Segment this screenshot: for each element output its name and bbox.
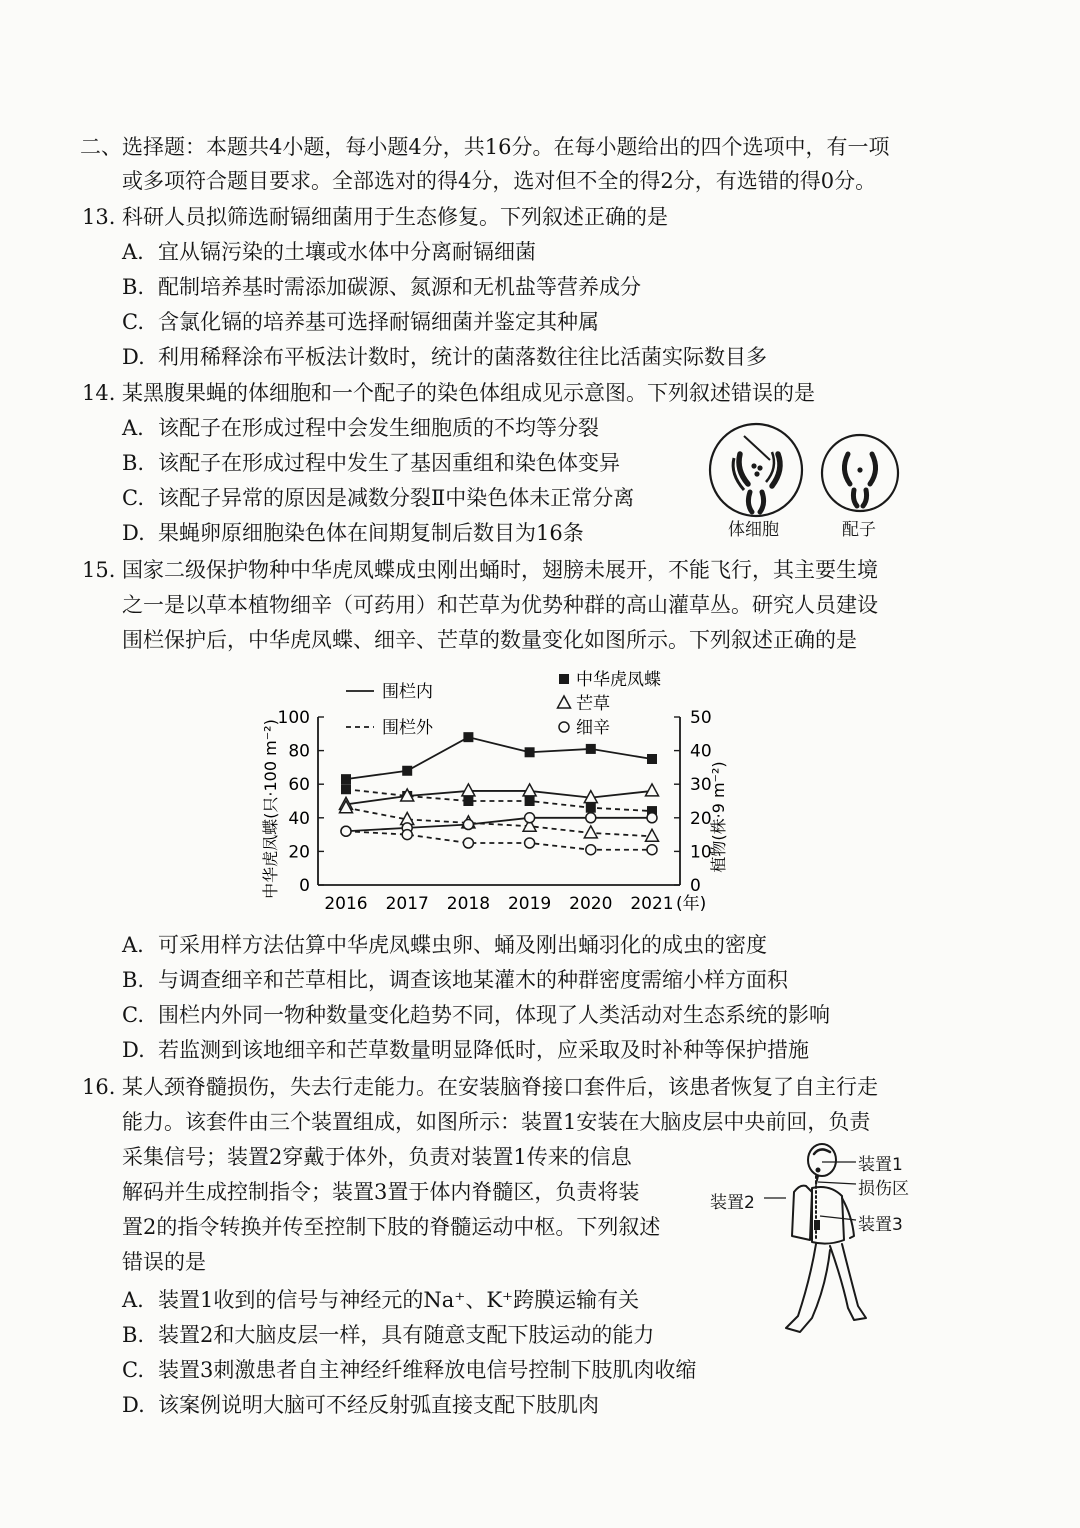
- data-point: [647, 754, 657, 764]
- data-point: [341, 784, 351, 794]
- question-number: 15.: [82, 558, 116, 582]
- data-point: [341, 826, 351, 836]
- question-16-stem-3: 采集信号；装置2穿戴于体外，负责对装置1传来的信息: [122, 1145, 632, 1169]
- option-14-b: [122, 448, 620, 478]
- chromosome-figure: [700, 418, 910, 528]
- left-y-tick-label: 0: [299, 876, 310, 896]
- x-tick-label: 2018: [446, 894, 491, 914]
- option-text: 装置2和大脑皮层一样，具有随意支配下肢运动的能力: [158, 1323, 655, 1347]
- question-number: 14.: [82, 381, 116, 405]
- stem-text: 某人颈脊髓损伤，失去行走能力。在安装脑脊接口套件后，该患者恢复了自主行走: [122, 1075, 878, 1099]
- device-1-label: 装置1: [858, 1155, 903, 1175]
- option-text: 与调查细辛和芒草相比，调查该地某灌木的种群密度需缩小样方面积: [158, 968, 788, 992]
- option-letter: A.: [122, 1288, 144, 1312]
- option-16-d: [122, 1390, 599, 1420]
- data-point: [463, 820, 473, 830]
- option-letter: D.: [122, 345, 145, 369]
- device-3-leader: [820, 1216, 856, 1220]
- option-letter: D.: [122, 521, 145, 545]
- option-text: 该案例说明大脑可不经反射弧直接支配下肢肌肉: [158, 1393, 599, 1417]
- question-15-stem-3: 围栏保护后，中华虎凤蝶、细辛、芒草的数量变化如图所示。下列叙述正确的是: [122, 628, 857, 652]
- option-letter: B.: [122, 275, 145, 299]
- front-leg: [830, 1244, 866, 1320]
- option-letter: C.: [122, 310, 144, 334]
- data-point: [463, 796, 473, 806]
- option-text: 该配子在形成过程中会发生细胞质的不均等分裂: [158, 416, 599, 440]
- data-point: [647, 845, 657, 855]
- option-14-a: [122, 413, 599, 443]
- data-point: [525, 747, 535, 757]
- option-letter: D.: [122, 1393, 145, 1417]
- right-y-tick-label: 40: [690, 741, 712, 762]
- option-text: 该配子异常的原因是减数分裂Ⅱ中染色体未正常分离: [158, 486, 635, 510]
- option-letter: C.: [122, 486, 144, 510]
- legend-line-label: 围栏内: [382, 682, 433, 702]
- question-16-stem-1: [82, 1072, 878, 1102]
- option-text: 配制培养基时需添加碳源、氮源和无机盐等营养成分: [158, 275, 641, 299]
- question-16-stem-4: 解码并生成控制指令；装置3置于体内脊髓区，负责将装: [122, 1180, 640, 1204]
- option-text: 该配子在形成过程中发生了基因重组和染色体变异: [158, 451, 620, 475]
- option-letter: C.: [122, 1003, 144, 1027]
- right-y-tick-label: 10: [690, 842, 712, 863]
- injury-leader: [818, 1182, 856, 1184]
- data-point: [586, 744, 596, 754]
- x-tick-label: 2019: [507, 894, 552, 914]
- data-point: [586, 845, 596, 855]
- legend-marker-label: 芒草: [576, 694, 610, 714]
- data-point: [525, 813, 535, 823]
- data-point: [463, 838, 473, 848]
- x-axis-unit: (年): [676, 894, 707, 914]
- stem-text: 某黑腹果蝇的体细胞和一个配子的染色体组成见示意图。下列叙述错误的是: [122, 381, 815, 405]
- left-y-tick-label: 40: [288, 808, 310, 829]
- option-13-d: [122, 342, 767, 372]
- device-3-label: 装置3: [858, 1215, 903, 1235]
- stem-text: 科研人员拟筛选耐镉细菌用于生态修复。下列叙述正确的是: [122, 205, 668, 229]
- x-tick-label: 2020: [569, 894, 613, 914]
- right-y-tick-label: 30: [690, 775, 712, 796]
- option-text: 装置1收到的信号与神经元的Na⁺、K⁺跨膜运输有关: [158, 1288, 640, 1312]
- right-y-tick-label: 20: [690, 808, 712, 829]
- legend-marker-swatch: [558, 696, 571, 708]
- option-14-d: [122, 518, 584, 548]
- option-15-c: [122, 1000, 830, 1030]
- device-2-label: 装置2: [710, 1193, 755, 1213]
- option-16-a: [122, 1285, 639, 1315]
- option-16-b: [122, 1320, 654, 1350]
- x-tick-label: 2017: [385, 894, 429, 914]
- legend-marker-label: 中华虎凤蝶: [576, 670, 661, 690]
- x-tick-label: 2016: [324, 894, 368, 914]
- option-letter: C.: [122, 1358, 144, 1382]
- left-y-axis-title: 中华虎凤蝶(只·100 m⁻²): [261, 719, 280, 899]
- option-13-a: [122, 237, 536, 267]
- option-letter: B.: [122, 968, 145, 992]
- device-leader-lines: [760, 1150, 860, 1230]
- data-point: [525, 838, 535, 848]
- back-leg: [786, 1244, 830, 1332]
- data-point: [584, 826, 597, 838]
- somatic-cell-diagram: [710, 424, 802, 516]
- population-chart: [250, 665, 730, 920]
- question-15-stem-1: [82, 555, 878, 585]
- legend-line-label: 围栏外: [382, 718, 433, 738]
- option-text: 围栏内外同一物种数量变化趋势不同，体现了人类活动对生态系统的影响: [158, 1003, 830, 1027]
- gamete-diagram: [822, 435, 898, 511]
- option-text: 装置3刺激患者自主神经纤维释放电信号控制下肢肌肉收缩: [158, 1358, 697, 1382]
- question-15-stem-2: 之一是以草本植物细辛（可药用）和芒草为优势种群的高山灌草丛。研究人员建设: [122, 593, 878, 617]
- injury-area-label: 损伤区: [858, 1179, 909, 1199]
- option-text: 宜从镉污染的土壤或水体中分离耐镉细菌: [158, 240, 536, 264]
- section-heading-line2: 或多项符合题目要求。全部选对的得4分，选对但不全的得2分，有选错的得0分。: [122, 169, 877, 193]
- option-letter: A.: [122, 240, 144, 264]
- option-text: 果蝇卵原细胞染色体在间期复制后数目为16条: [158, 521, 584, 545]
- data-point: [586, 803, 596, 813]
- option-text: 可采用样方法估算中华虎凤蝶虫卵、蛹及刚出蛹羽化的成虫的密度: [158, 933, 767, 957]
- series-line: [346, 789, 652, 811]
- option-letter: B.: [122, 1323, 145, 1347]
- data-point: [402, 830, 412, 840]
- option-13-b: [122, 272, 641, 302]
- left-y-tick-label: 60: [288, 775, 310, 796]
- option-16-c: [122, 1355, 696, 1385]
- series-line: [346, 737, 652, 779]
- right-y-tick-label: 0: [690, 876, 701, 896]
- option-letter: D.: [122, 1038, 145, 1062]
- data-point: [523, 784, 536, 796]
- option-15-b: [122, 965, 788, 995]
- data-point: [586, 813, 596, 823]
- question-16-stem-6: 错误的是: [122, 1250, 206, 1274]
- left-y-tick-label: 80: [288, 741, 310, 762]
- legend-marker-swatch: [559, 674, 569, 684]
- option-text: 若监测到该地细辛和芒草数量明显降低时，应采取及时补种等保护措施: [158, 1038, 809, 1062]
- option-15-a: [122, 930, 767, 960]
- option-letter: A.: [122, 416, 144, 440]
- question-16-stem-5: 置2的指令转换并传至控制下肢的脊髓运动中枢。下列叙述: [122, 1215, 661, 1239]
- question-14-stem: [82, 378, 815, 408]
- option-15-d: [122, 1035, 809, 1065]
- data-point: [525, 796, 535, 806]
- data-point: [463, 732, 473, 742]
- right-y-axis-title: 植物(株·9 m⁻²): [709, 761, 728, 873]
- somatic-cell-label: 体细胞: [728, 520, 779, 540]
- left-y-tick-label: 100: [277, 708, 310, 728]
- option-text: 利用稀释涂布平板法计数时，统计的菌落数往往比活菌实际数目多: [158, 345, 767, 369]
- question-number: 13.: [82, 205, 116, 229]
- data-point: [341, 774, 351, 784]
- data-point: [462, 784, 475, 796]
- question-number: 16.: [82, 1075, 116, 1099]
- data-point: [646, 784, 659, 796]
- data-point: [647, 813, 657, 823]
- x-tick-label: 2021: [630, 894, 674, 914]
- option-14-c: [122, 483, 634, 513]
- gamete-label: 配子: [842, 520, 876, 540]
- series-line: [346, 791, 652, 804]
- option-text: 含氯化镉的培养基可选择耐镉细菌并鉴定其种属: [158, 310, 599, 334]
- legend-marker-label: 细辛: [576, 718, 610, 738]
- left-y-tick-label: 20: [288, 842, 310, 863]
- data-point: [402, 766, 412, 776]
- legend-marker-swatch: [559, 722, 569, 732]
- option-letter: A.: [122, 933, 144, 957]
- data-point: [646, 829, 659, 841]
- right-y-tick-label: 50: [690, 708, 712, 728]
- section-heading-line1: 二、选择题：本题共4小题，每小题4分，共16分。在每小题给出的四个选项中，有一项: [80, 135, 890, 159]
- option-letter: B.: [122, 451, 145, 475]
- question-13-stem: [82, 202, 668, 232]
- option-13-c: [122, 307, 599, 337]
- stem-text: 国家二级保护物种中华虎凤蝶成虫刚出蛹时，翅膀未展开，不能飞行，其主要生境: [122, 558, 878, 582]
- question-16-stem-2: 能力。该套件由三个装置组成，如图所示：装置1安装在大脑皮层中央前回，负责: [122, 1110, 871, 1134]
